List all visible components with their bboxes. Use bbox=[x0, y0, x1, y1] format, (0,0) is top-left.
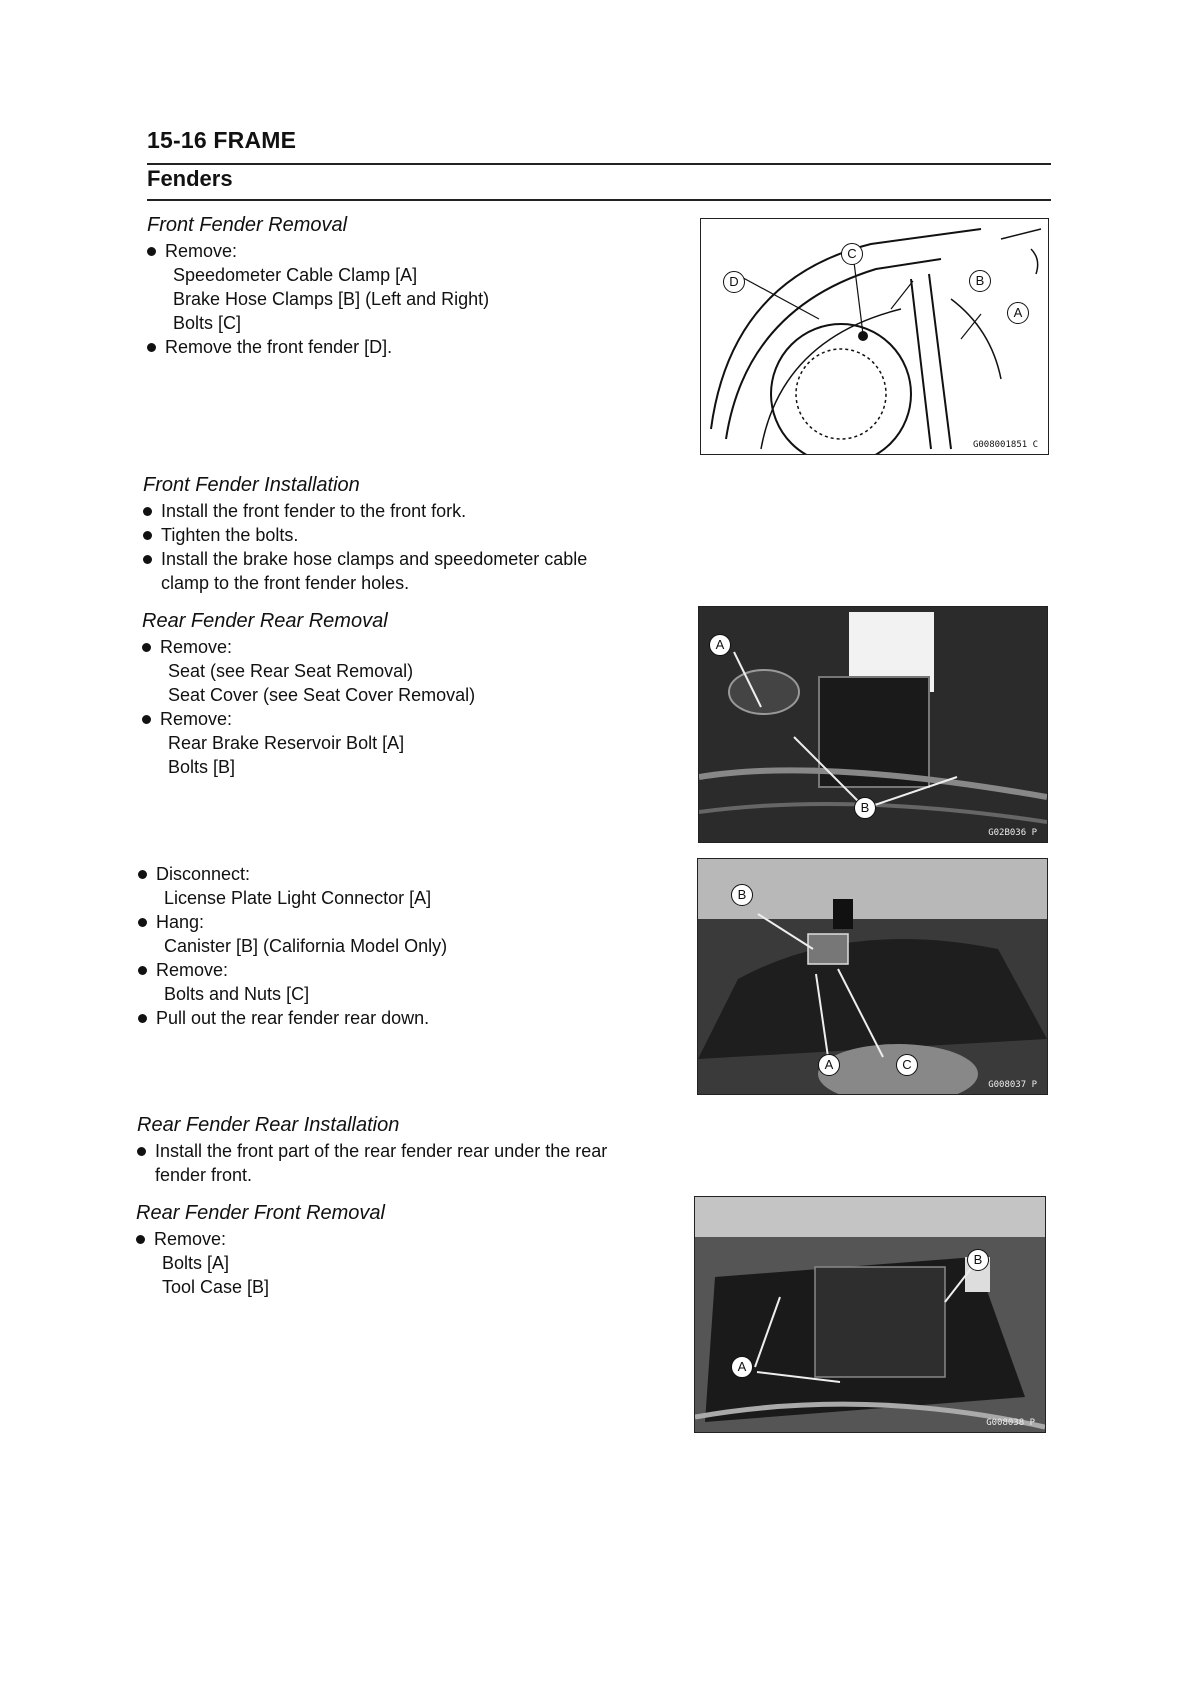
step-remove: Remove: bbox=[142, 707, 682, 731]
figure-code: G008037 P bbox=[988, 1080, 1037, 1090]
figure-tool-case-photo bbox=[694, 1196, 1046, 1433]
rear-fender-rear-installation bbox=[137, 1112, 677, 1187]
rear-fender-rear-removal-continued bbox=[138, 862, 678, 1030]
callout-c: C bbox=[841, 243, 863, 265]
list-item: Bolts [B] bbox=[168, 757, 236, 777]
step-remove: Remove: bbox=[138, 958, 678, 982]
heading-front-fender-removal: Front Fender Removal bbox=[147, 214, 348, 236]
figure-rear-fender-rear-photo bbox=[697, 858, 1048, 1095]
callout-c: C bbox=[896, 1054, 918, 1076]
list-item: Bolts [A] bbox=[162, 1253, 230, 1273]
figure-rear-brake-reservoir-photo bbox=[698, 606, 1048, 843]
step-install-front-part: Install the front part of the rear fender rear under the rear bbox=[137, 1139, 677, 1163]
step-remove: Remove: bbox=[136, 1227, 676, 1251]
list-item: Canister [B] (California Model Only) bbox=[164, 936, 448, 956]
step-remove: Remove: bbox=[147, 239, 687, 263]
heading-rear-fender-front-removal: Rear Fender Front Removal bbox=[136, 1202, 385, 1224]
callout-b: B bbox=[967, 1249, 989, 1271]
front-fender-removal bbox=[147, 212, 687, 359]
heading-front-fender-installation: Front Fender Installation bbox=[143, 474, 360, 496]
step-install-clamps-continued: clamp to the front fender holes. bbox=[161, 573, 410, 593]
list-item: Brake Hose Clamps [B] (Left and Right) bbox=[173, 289, 490, 309]
list-item: License Plate Light Connector [A] bbox=[164, 888, 432, 908]
list-item: Speedometer Cable Clamp [A] bbox=[173, 265, 418, 285]
callout-a: A bbox=[731, 1356, 753, 1378]
callout-b: B bbox=[731, 884, 753, 906]
list-item: Bolts and Nuts [C] bbox=[164, 984, 310, 1004]
step-pull-out: Pull out the rear fender rear down. bbox=[138, 1006, 678, 1030]
callout-b: B bbox=[854, 797, 876, 819]
page-header: 15-16 FRAME bbox=[147, 127, 297, 153]
figure-code: G02B036 P bbox=[988, 828, 1037, 838]
rear-fender-rear-removal bbox=[142, 608, 682, 779]
photo-shapes bbox=[695, 1197, 1045, 1432]
step-remove: Remove: bbox=[142, 635, 682, 659]
heading-rear-fender-rear-removal: Rear Fender Rear Removal bbox=[142, 610, 388, 632]
section-title: Fenders bbox=[147, 166, 233, 191]
list-item: Seat (see Rear Seat Removal) bbox=[168, 661, 414, 681]
callout-a: A bbox=[1007, 302, 1029, 324]
step-hang: Hang: bbox=[138, 910, 678, 934]
front-fender-installation bbox=[143, 472, 683, 595]
figure-code: G008001851 C bbox=[972, 440, 1038, 450]
step-install-fender: Install the front fender to the front fork. bbox=[143, 499, 683, 523]
callout-b: B bbox=[969, 270, 991, 292]
step-tighten-bolts: Tighten the bolts. bbox=[143, 523, 683, 547]
header-rule bbox=[147, 163, 1051, 165]
list-item: Seat Cover (see Seat Cover Removal) bbox=[168, 685, 476, 705]
list-item: Bolts [C] bbox=[173, 313, 242, 333]
figure-code: G008038 P bbox=[986, 1418, 1035, 1428]
callout-a: A bbox=[709, 634, 731, 656]
list-item: Rear Brake Reservoir Bolt [A] bbox=[168, 733, 405, 753]
callout-d: D bbox=[723, 271, 745, 293]
figure-front-fender-diagram bbox=[700, 218, 1049, 455]
callout-a: A bbox=[818, 1054, 840, 1076]
rear-fender-front-removal bbox=[136, 1200, 676, 1299]
section-rule bbox=[147, 199, 1051, 201]
heading-rear-fender-rear-installation: Rear Fender Rear Installation bbox=[137, 1114, 400, 1136]
step-install-clamps: Install the brake hose clamps and speedometer cable bbox=[143, 547, 683, 571]
step-install-front-part-continued: fender front. bbox=[155, 1165, 253, 1185]
step-remove-fender: Remove the front fender [D]. bbox=[147, 335, 687, 359]
list-item: Tool Case [B] bbox=[162, 1277, 270, 1297]
front-fender-drawing bbox=[701, 219, 1048, 454]
step-disconnect: Disconnect: bbox=[138, 862, 678, 886]
